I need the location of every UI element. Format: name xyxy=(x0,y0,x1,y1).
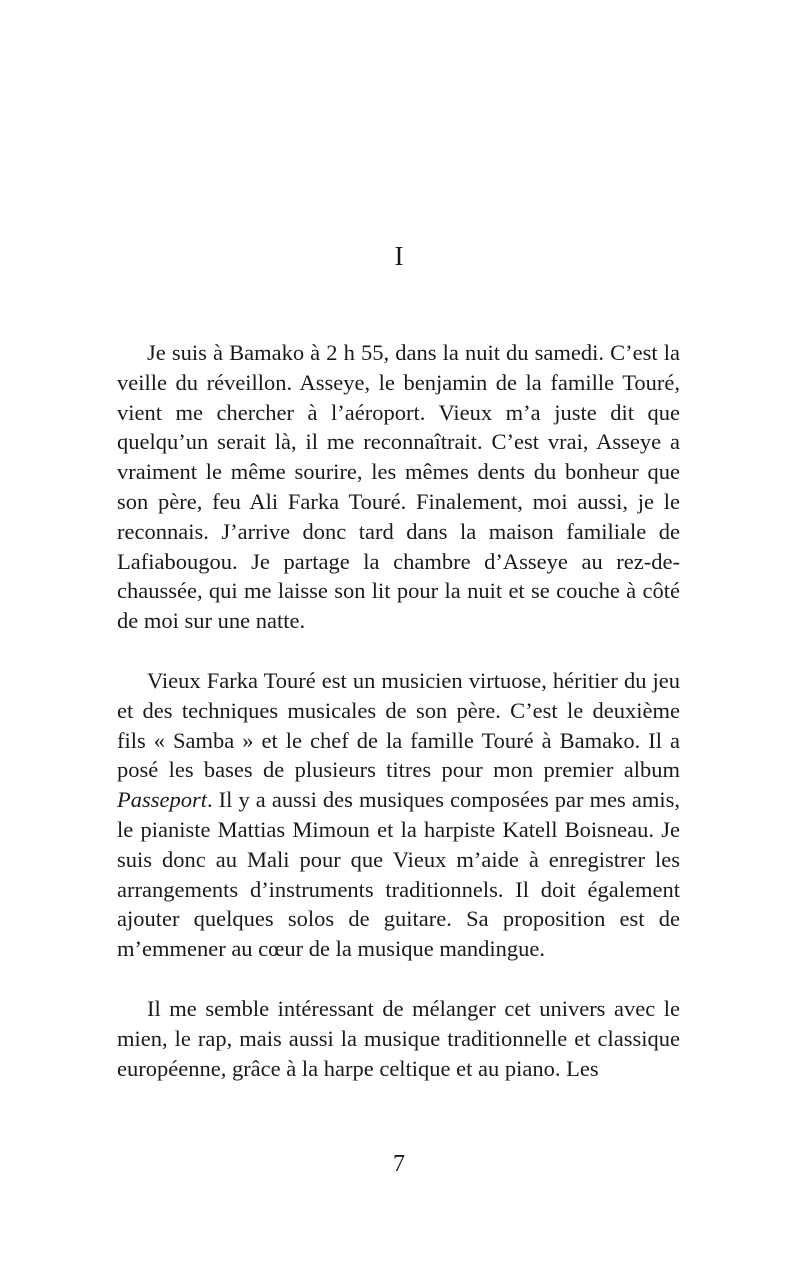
chapter-number: I xyxy=(394,241,404,271)
paragraph-2-text-before: Vieux Farka Touré est un musicien virtuose, héritier du jeu et des techniques musicales de son père. C’est le deuxième fils « Samba » et le chef de la famille Touré à Bamako. Il a posé les bases de plusieurs titres pour mon premier album xyxy=(117,667,680,783)
paragraph-1: Je suis à Bamako à 2 h 55, dans la nuit du samedi. C’est la veille du réveillon. Asseye, le benjamin de la famille Touré, vient me chercher à l’aéroport. Vieux m’a juste dit que quelqu’un serait là, il me reconnaîtrait. C’est vrai, Asseye a vraiment le même sourire, les mêmes dents du bonheur que son père, feu Ali Farka Touré. Finalement, moi aussi, je le reconnais. J’arrive donc tard dans la maison familiale de Lafiabougou. Je partage la chambre d’Asseye au rez-de-chaussée, qui me laisse son lit pour la nuit et se couche à côté de moi sur une natte. xyxy=(117,340,680,634)
paragraph-3: Il me semble intéressant de mélanger cet univers avec le mien, le rap, mais aussi la musique traditionnelle et classique européenne, grâce à la harpe celtique et au piano. Les xyxy=(117,995,680,1081)
album-title: Passeport xyxy=(117,787,207,813)
paragraph-2-text-after: . Il y a aussi des musiques composées par mes amis, le pianiste Mattias Mimoun et la harpiste Katell Boisneau. Je suis donc au Mali pour que Vieux m’aide à enregistrer les arrangements d’instruments traditionnels. Il doit également ajouter quelques solos de guitare. Sa proposition est de m’emmener au cœur de la musique mandingue. xyxy=(117,787,680,962)
page-number: 7 xyxy=(393,1151,405,1177)
paragraph-2 xyxy=(117,666,680,964)
body-text xyxy=(117,338,680,1083)
